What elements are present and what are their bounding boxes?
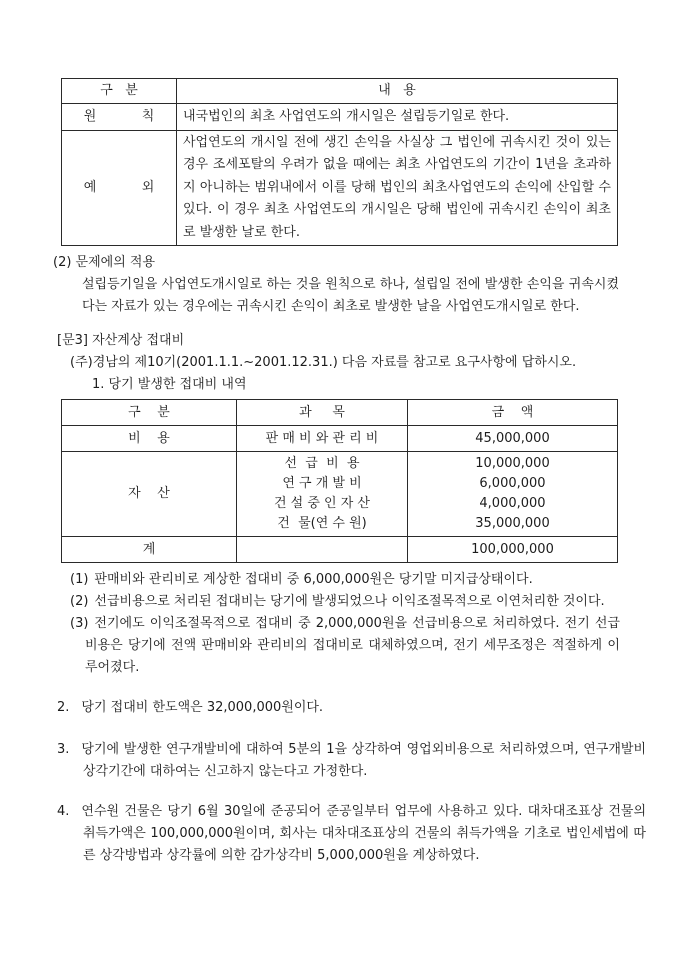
note	[70, 569, 620, 591]
table-row	[62, 104, 618, 131]
item-marker: 2.	[57, 700, 70, 716]
item-text: 당기에 발생한 연구개발비에 대하여 5분의 1을 상각하여 영업외비용으로 처리하였으며, 연구개발비 상각기간에 대하여는 신고하지 않는다고 가정한다.	[81, 742, 646, 780]
section2	[53, 252, 623, 318]
note	[70, 591, 620, 613]
item-marker: 4.	[57, 804, 70, 820]
item-marker: 3.	[57, 742, 70, 758]
section2-body: 설립등기일을 사업연도개시일로 하는 것을 원칙으로 하나, 설립일 전에 발생한 손익을 귀속시켰다는 자료가 있는 경우에는 귀속시킨 손익이 최초로 발생한 날을 사업연도개시일로 한다.	[82, 277, 619, 315]
item-text: 연수원 건물은 당기 6월 30일에 준공되어 준공일부터 업무에 사용하고 있다. 대차대조표상 건물의 취득가액은 100,000,000원이며, 회사는 대차대조표상의 건물의 취득가액을 기초로 법인세법에 따른 상각방법과 상각률에 의한 감가상각비 5,000,000원을 계상하였다.	[81, 804, 646, 864]
table1-header-category: 구 분	[62, 79, 177, 104]
expense-row	[62, 426, 618, 452]
numbered-item	[57, 697, 646, 719]
asset-amount: 6,000,000	[479, 476, 546, 492]
table2-header-account: 과 목	[237, 400, 408, 426]
table2-notes	[70, 569, 620, 679]
section2-heading: (2) 문제에의 적용	[53, 255, 156, 271]
table1-header-content: 내 용	[177, 79, 618, 104]
note-marker: (2)	[70, 594, 89, 610]
table2-header-amount: 금 액	[408, 400, 618, 426]
total-account-empty	[237, 537, 408, 563]
asset-amount: 10,000,000	[475, 456, 550, 472]
principle-content: 내국법인의 최초 사업연도의 개시일은 설립등기일로 한다.	[177, 104, 618, 131]
asset-account: 건 물(연 수 원)	[277, 516, 367, 532]
note-text: 선급비용으로 처리된 접대비는 당기에 발생되었으나 이익조절목적으로 이연처리한 것이다.	[94, 594, 605, 610]
asset-row	[62, 452, 618, 537]
total-row	[62, 537, 618, 563]
problem3-intro: (주)경남의 제10기(2001.1.1.~2001.12.31.) 다음 자료를 참고로 요구사항에 답하시오.	[70, 355, 577, 371]
note-marker: (3)	[70, 616, 89, 632]
asset-accounts	[237, 452, 408, 537]
asset-amount: 35,000,000	[475, 516, 550, 532]
note	[70, 613, 620, 679]
numbered-item	[57, 801, 646, 867]
note-marker: (1)	[70, 572, 89, 588]
asset-account: 선 급 비 용	[284, 456, 360, 472]
table2-header-category: 구 분	[62, 400, 237, 426]
asset-label: 자 산	[62, 452, 237, 537]
total-label: 계	[62, 537, 237, 563]
principle-exception-table	[61, 78, 618, 246]
table-header-row	[62, 79, 618, 104]
asset-account: 연 구 개 발 비	[282, 476, 362, 492]
item-text: 당기 접대비 한도액은 32,000,000원이다.	[81, 700, 324, 716]
exception-content: 사업연도의 개시일 전에 생긴 손익을 사실상 그 법인에 귀속시킨 것이 있는 경우 조세포탈의 우려가 없을 때에는 최초 사업연도의 기간이 1년을 초과하지 아니하는 범위내에서 이를 당해 법인의 최초사업연도의 손익에 산입할 수 있다. 이 경우 최초 사업연도의 개시일은 당해 법인에 귀속시킨 손익이 최초로 발생한 날로 한다.	[177, 131, 618, 246]
note-text: 판매비와 관리비로 계상한 접대비 중 6,000,000원은 당기말 미지급상태이다.	[94, 572, 533, 588]
asset-account: 건 설 중 인 자 산	[273, 496, 370, 512]
exception-label: 예 외	[62, 131, 177, 246]
expense-amount: 45,000,000	[408, 426, 618, 452]
problem3-list1-heading: 1. 당기 발생한 접대비 내역	[92, 377, 247, 393]
total-amount: 100,000,000	[408, 537, 618, 563]
asset-amounts	[408, 452, 618, 537]
table-row	[62, 131, 618, 246]
asset-amount: 4,000,000	[479, 496, 546, 512]
expense-account: 판 매 비 와 관 리 비	[237, 426, 408, 452]
entertainment-expense-table	[61, 399, 618, 563]
table-header-row	[62, 400, 618, 426]
problem3-title: [문3] 자산계상 접대비	[57, 333, 185, 349]
principle-label: 원 칙	[62, 104, 177, 131]
numbered-item	[57, 739, 646, 783]
expense-label: 비 용	[62, 426, 237, 452]
note-text: 전기에도 이익조절목적으로 접대비 중 2,000,000원을 선급비용으로 처리하였다. 전기 선급비용은 당기에 전액 판매비와 관리비의 접대비로 대체하였으며, 전기 세무조정은 적절하게 이루어졌다.	[85, 616, 620, 676]
